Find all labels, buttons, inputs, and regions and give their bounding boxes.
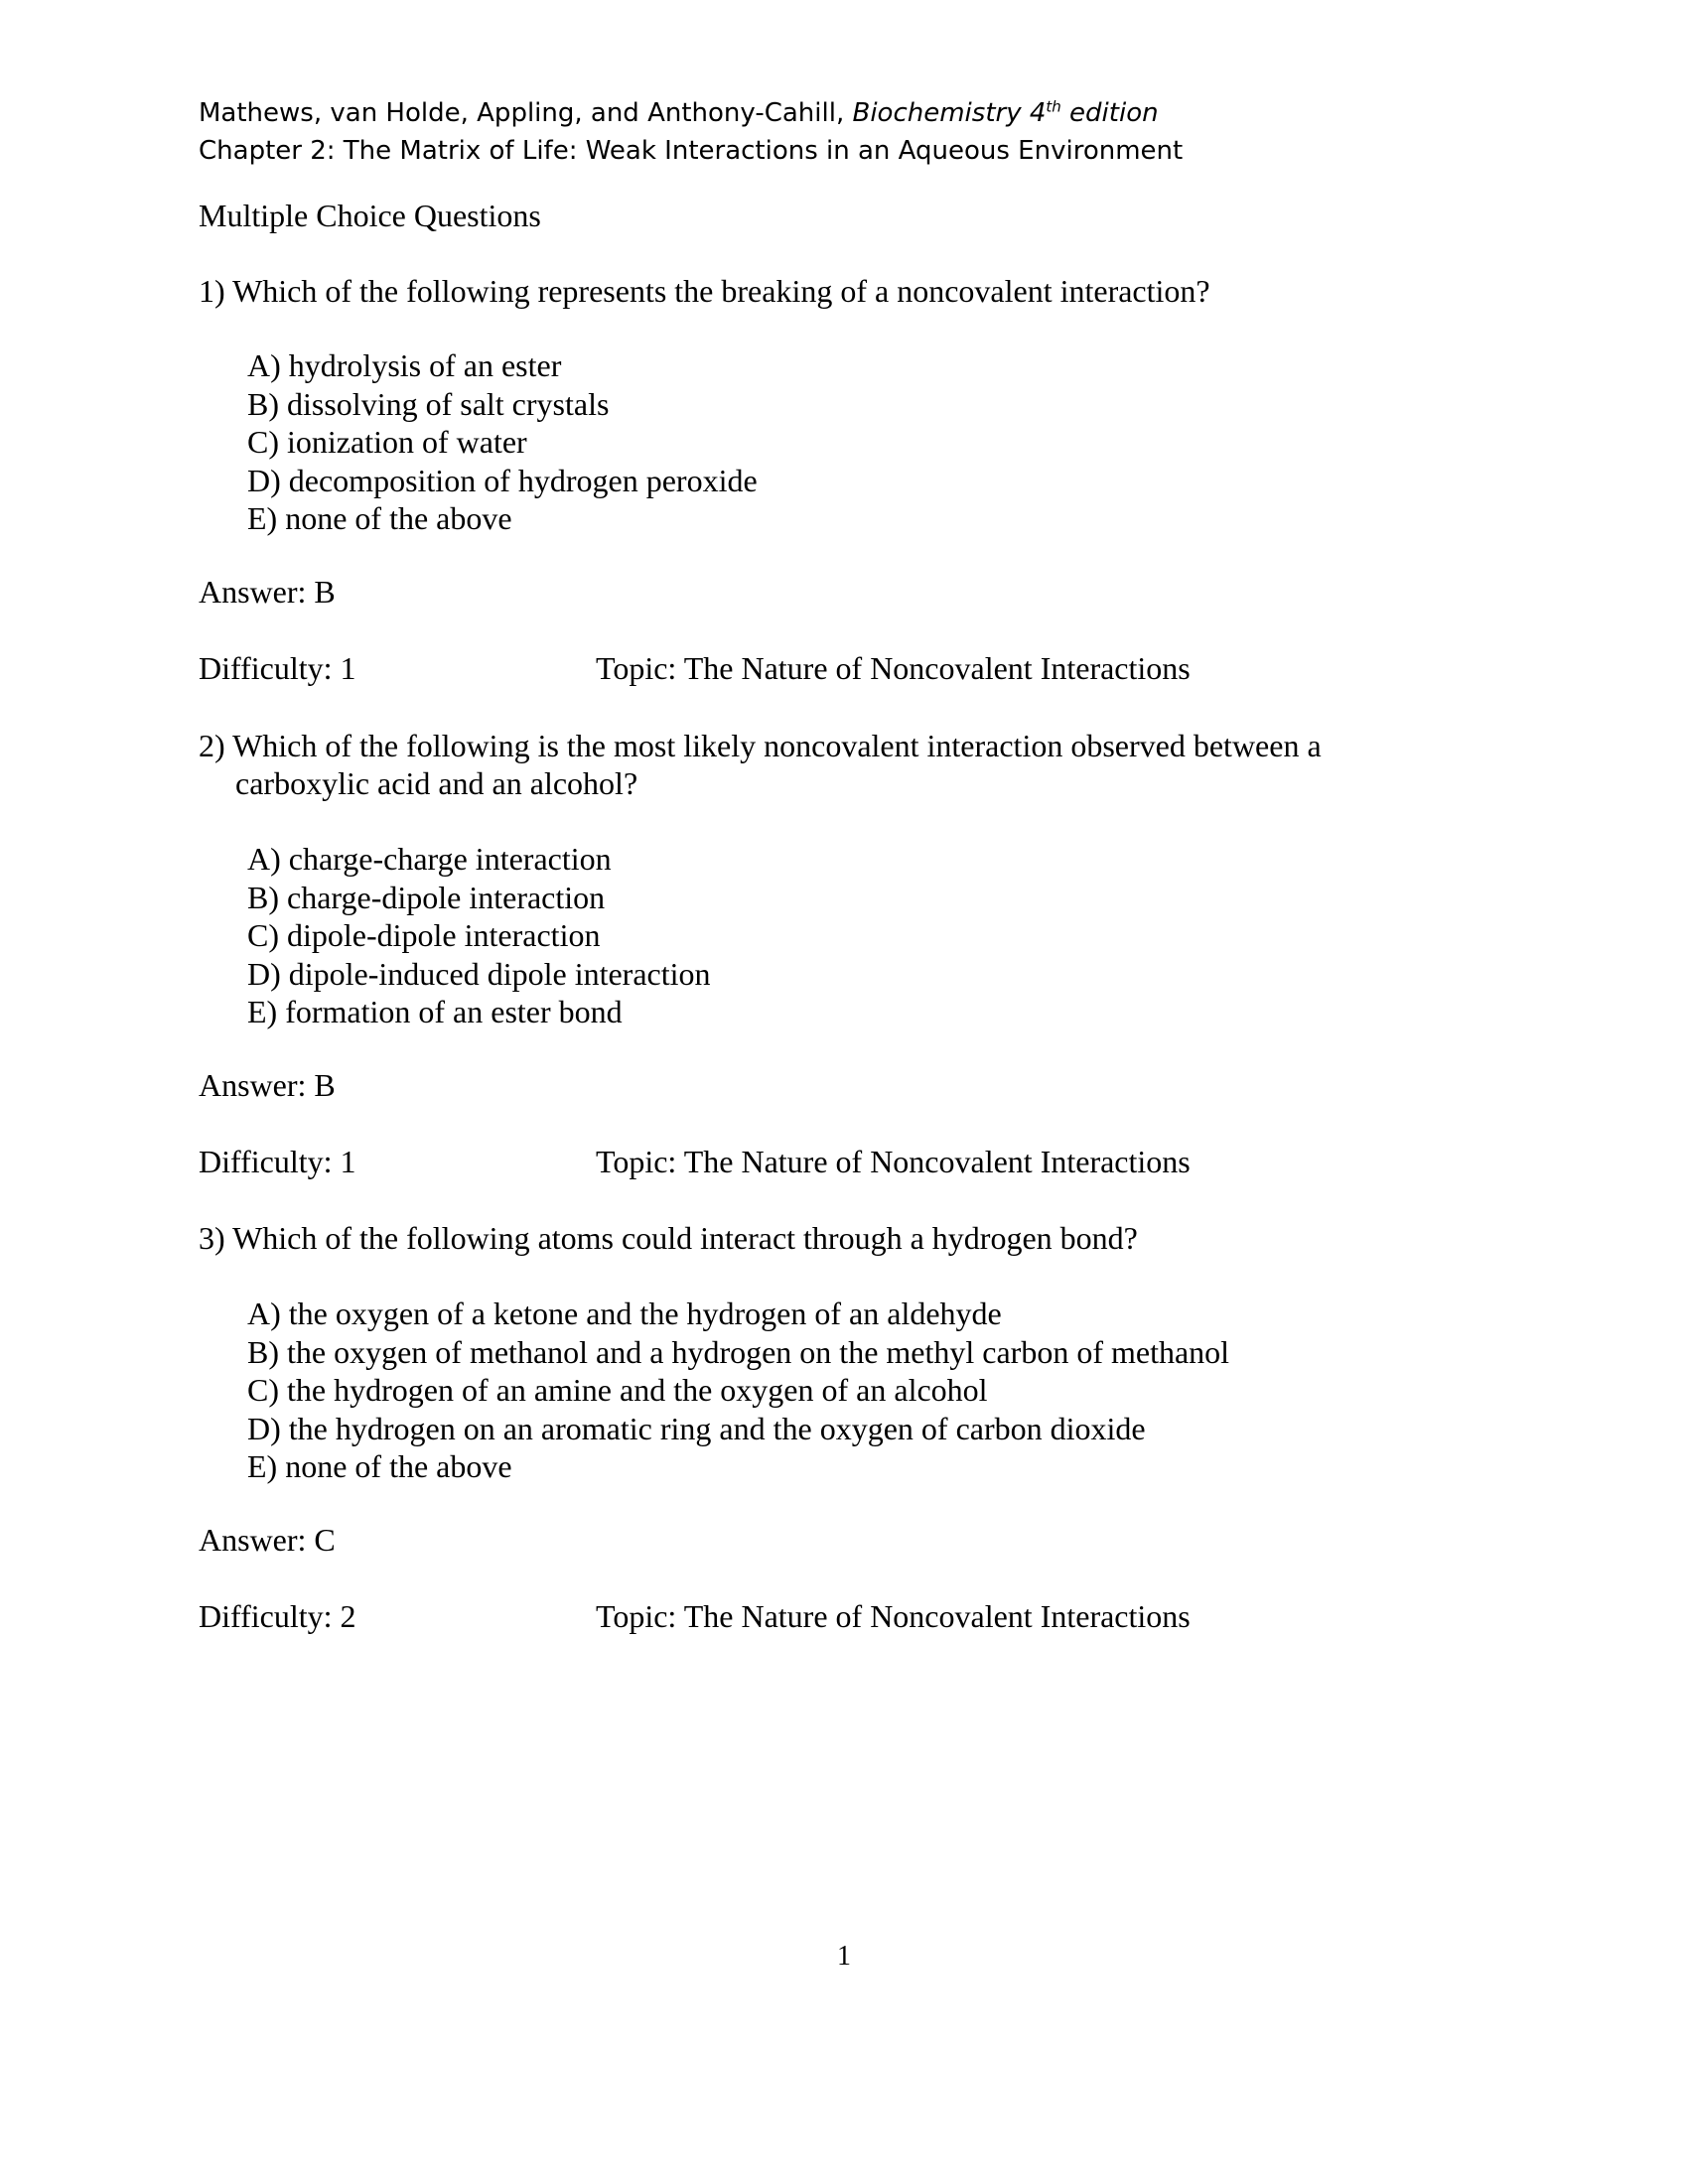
question-2-stem	[199, 727, 1322, 802]
option-c: C) dipole-dipole interaction	[247, 917, 601, 953]
header-chapter-title: Chapter 2: The Matrix of Life: Weak Interactions in an Aqueous Environment	[199, 136, 1184, 166]
question-3-topic: Topic: The Nature of Noncovalent Interactions	[596, 1598, 1191, 1634]
question-stem-line: 2) Which of the following is the most likely noncovalent interaction observed between a	[199, 728, 1322, 763]
option-c: C) ionization of water	[247, 424, 527, 460]
question-3-stem	[199, 1219, 1138, 1257]
question-stem-line: 1) Which of the following represents the breaking of a noncovalent interaction?	[199, 273, 1210, 309]
option-c: C) the hydrogen of an amine and the oxygen of an alcohol	[247, 1372, 988, 1408]
header-edition-superscript: th	[1046, 97, 1061, 116]
option-a: A) hydrolysis of an ester	[247, 347, 562, 383]
header-book-title: Biochemistry 4	[852, 98, 1047, 128]
page-number: 1	[837, 1941, 851, 1972]
question-2-difficulty: Difficulty: 1	[199, 1144, 356, 1179]
option-b: B) charge-dipole interaction	[247, 879, 606, 915]
question-2-answer: Answer: B	[199, 1067, 336, 1103]
option-d: D) decomposition of hydrogen peroxide	[247, 462, 758, 498]
option-b: B) dissolving of salt crystals	[247, 385, 610, 422]
question-1-difficulty: Difficulty: 1	[199, 650, 356, 686]
header-edition: edition	[1060, 98, 1159, 128]
question-3-answer: Answer: C	[199, 1522, 336, 1558]
question-stem-line: 3) Which of the following atoms could interact through a hydrogen bond?	[199, 1220, 1138, 1256]
page-header	[199, 94, 1183, 170]
question-3-options	[247, 1295, 1229, 1486]
question-1-stem	[199, 272, 1210, 310]
question-1-options	[247, 346, 758, 538]
option-e: E) formation of an ester bond	[247, 994, 623, 1029]
option-d: D) the hydrogen on an aromatic ring and the oxygen of carbon dioxide	[247, 1410, 1146, 1446]
header-authors: Mathews, van Holde, Appling, and Anthony-Cahill,	[199, 98, 853, 128]
option-d: D) dipole-induced dipole interaction	[247, 955, 711, 992]
question-2-options	[247, 840, 711, 1031]
option-b: B) the oxygen of methanol and a hydrogen on the methyl carbon of methanol	[247, 1333, 1230, 1370]
option-a: A) the oxygen of a ketone and the hydrogen of an aldehyde	[247, 1296, 1002, 1331]
question-1-topic: Topic: The Nature of Noncovalent Interactions	[596, 650, 1191, 686]
option-a: A) charge-charge interaction	[247, 841, 612, 877]
section-title: Multiple Choice Questions	[199, 198, 541, 233]
question-3-difficulty: Difficulty: 2	[199, 1598, 356, 1634]
header-citation	[199, 94, 1183, 132]
question-1-answer: Answer: B	[199, 574, 336, 610]
option-e: E) none of the above	[247, 1448, 512, 1484]
question-2-topic: Topic: The Nature of Noncovalent Interactions	[596, 1144, 1191, 1179]
option-e: E) none of the above	[247, 500, 512, 536]
question-stem-line-continued: carboxylic acid and an alcohol?	[235, 765, 638, 801]
